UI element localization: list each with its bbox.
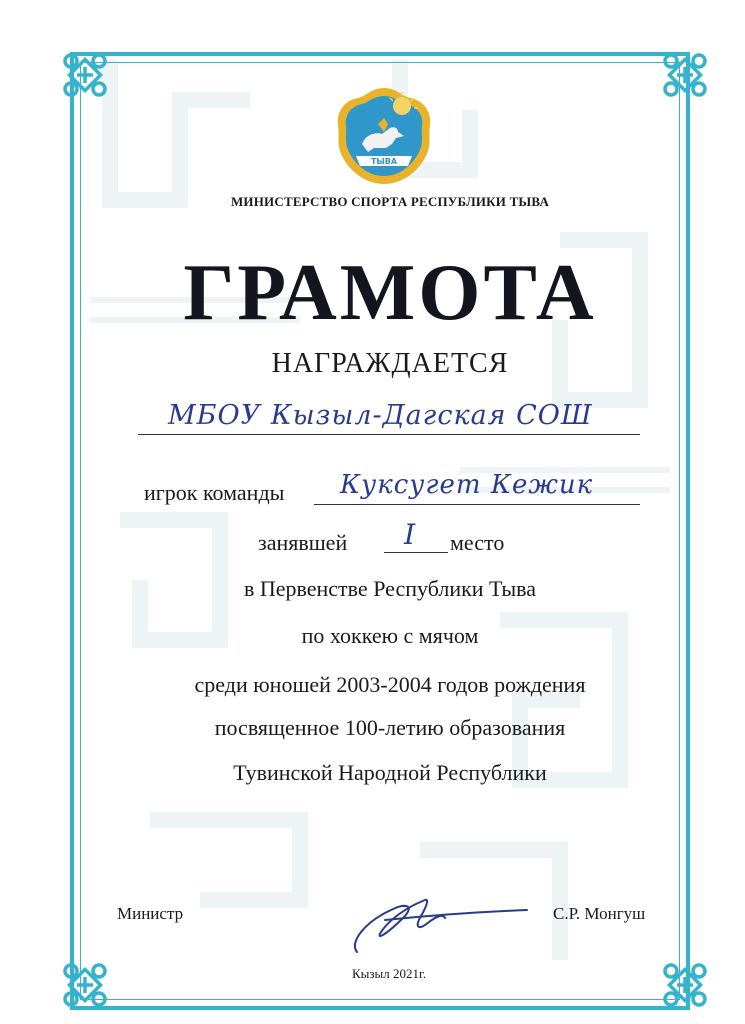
place-suffix: место [450, 530, 505, 555]
player-label: игрок команды [144, 480, 285, 505]
endless-knot-icon [662, 962, 708, 1008]
place-date: Кызыл 2021г. [352, 966, 427, 981]
emblem-label: ТЫВА [370, 157, 398, 166]
endless-knot-icon [62, 52, 108, 98]
player-underline [314, 504, 640, 505]
body-line: по хоккею с мячом [301, 623, 479, 648]
recipient-handwritten: МБОУ Кызыл-Дагская СОШ [168, 400, 593, 431]
body-line: посвященное 100-летию образования [214, 715, 566, 740]
place-handwritten: I [404, 518, 416, 551]
body-line: среди юношей 2003-2004 годов рождения [194, 672, 586, 697]
player-handwritten: Куксугет Кежик [340, 470, 594, 500]
signature-icon [345, 892, 535, 960]
signer-title: Министр [117, 904, 184, 923]
recipient-underline [138, 434, 640, 435]
place-underline [384, 552, 448, 553]
body-line: в Первенстве Республики Тыва [243, 576, 537, 601]
endless-knot-icon [662, 52, 708, 98]
certificate-title: ГРАМОТА [183, 249, 597, 337]
body-line: Тувинской Народной Республики [233, 760, 547, 785]
tuva-emblem-icon [332, 84, 436, 188]
place-prefix: занявшей [258, 530, 348, 555]
awarded-heading: НАГРАЖДАЕТСЯ [271, 348, 509, 379]
signer-name: С.Р. Монгуш [553, 904, 646, 923]
ministry-name: МИНИСТЕРСТВО СПОРТА РЕСПУБЛИКИ ТЫВА [230, 194, 550, 209]
endless-knot-icon [62, 962, 108, 1008]
